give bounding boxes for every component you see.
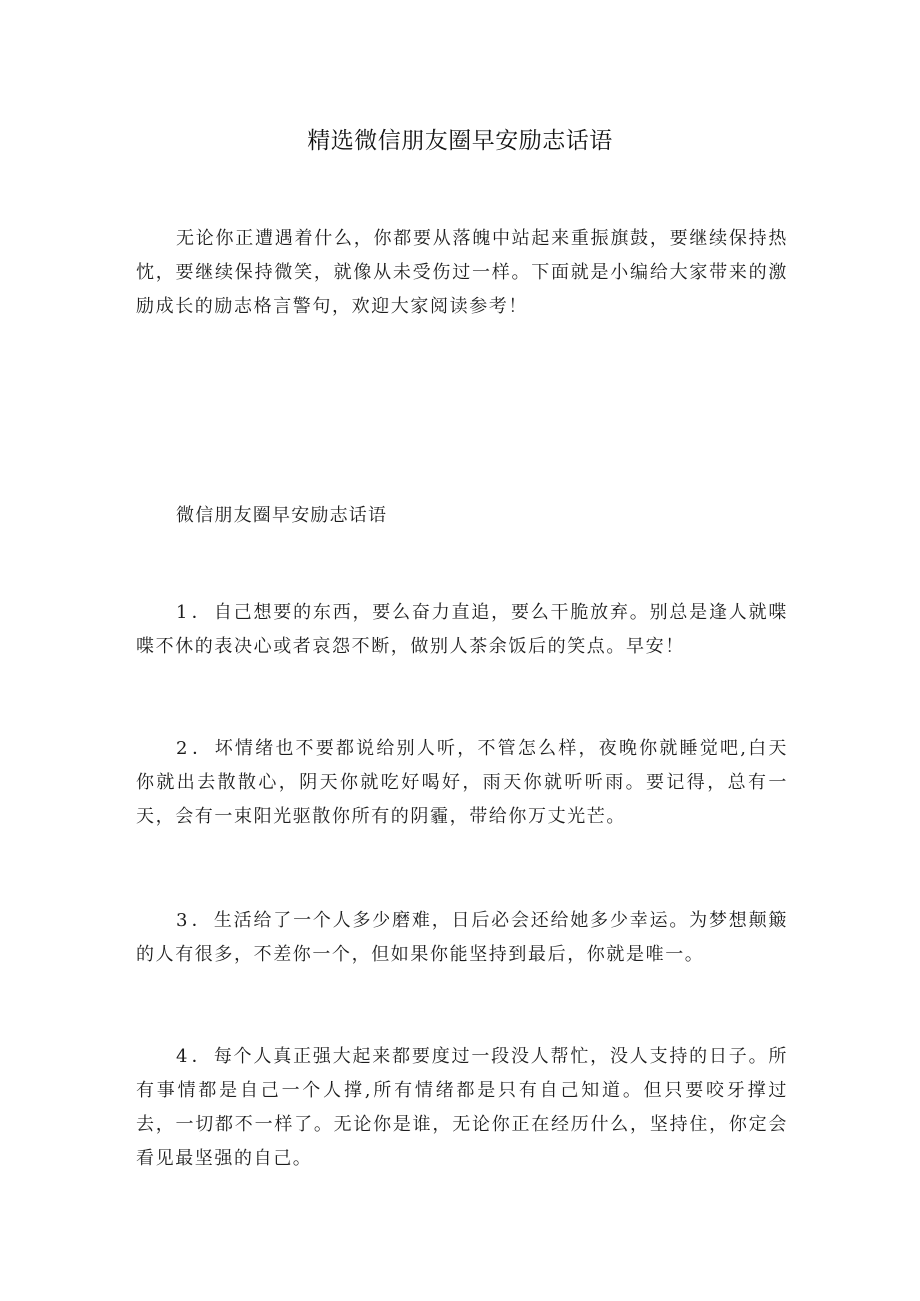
quote-paragraph-2 [136, 732, 788, 834]
document-title: 精选微信朋友圈早安励志话语 [307, 128, 613, 154]
quote-number: 1． [176, 602, 214, 623]
quote-text: 生活给了一个人多少磨难，日后必会还给她多少幸运。为梦想颠簸的人有很多，不差你一个，但如果你能坚持到最后，你就是唯一。 [136, 910, 789, 965]
quote-number: 3． [176, 910, 214, 931]
section-heading: 微信朋友圈早安励志话语 [176, 505, 388, 526]
quote-number: 4． [176, 1046, 214, 1067]
quote-text: 坏情绪也不要都说给别人听，不管怎么样，夜晚你就睡觉吧,白天你就出去散散心，阴天你就吃好喝好，雨天你就听听雨。要记得，总有一天，会有一束阳光驱散你所有的阴霾，带给你万丈光芒。 [136, 738, 788, 827]
quote-number: 2． [176, 738, 215, 759]
quote-text: 每个人真正强大起来都要度过一段没人帮忙，没人支持的日子。所有事情都是自己一个人撑,所有情绪都是只有自己知道。但只要咬牙撑过去，一切都不一样了。无论你是谁，无论你正在经历什么，坚持住，你定会看见最坚强的自己。 [136, 1046, 789, 1169]
intro-paragraph: 无论你正遭遇着什么，你都要从落魄中站起来重振旗鼓，要继续保持热忱，要继续保持微笑，就像从未受伤过一样。下面就是小编给大家带来的激励成长的励志格言警句，欢迎大家阅读参考！ [136, 228, 788, 317]
quote-paragraph-4 [136, 1040, 788, 1176]
quote-paragraph-3 [136, 904, 788, 972]
quote-text: 自己想要的东西，要么奋力直追，要么干脆放弃。别总是逢人就喋喋不休的表决心或者哀怨不断，做别人茶余饭后的笑点。早安！ [136, 602, 789, 657]
quote-paragraph-1 [136, 596, 788, 664]
